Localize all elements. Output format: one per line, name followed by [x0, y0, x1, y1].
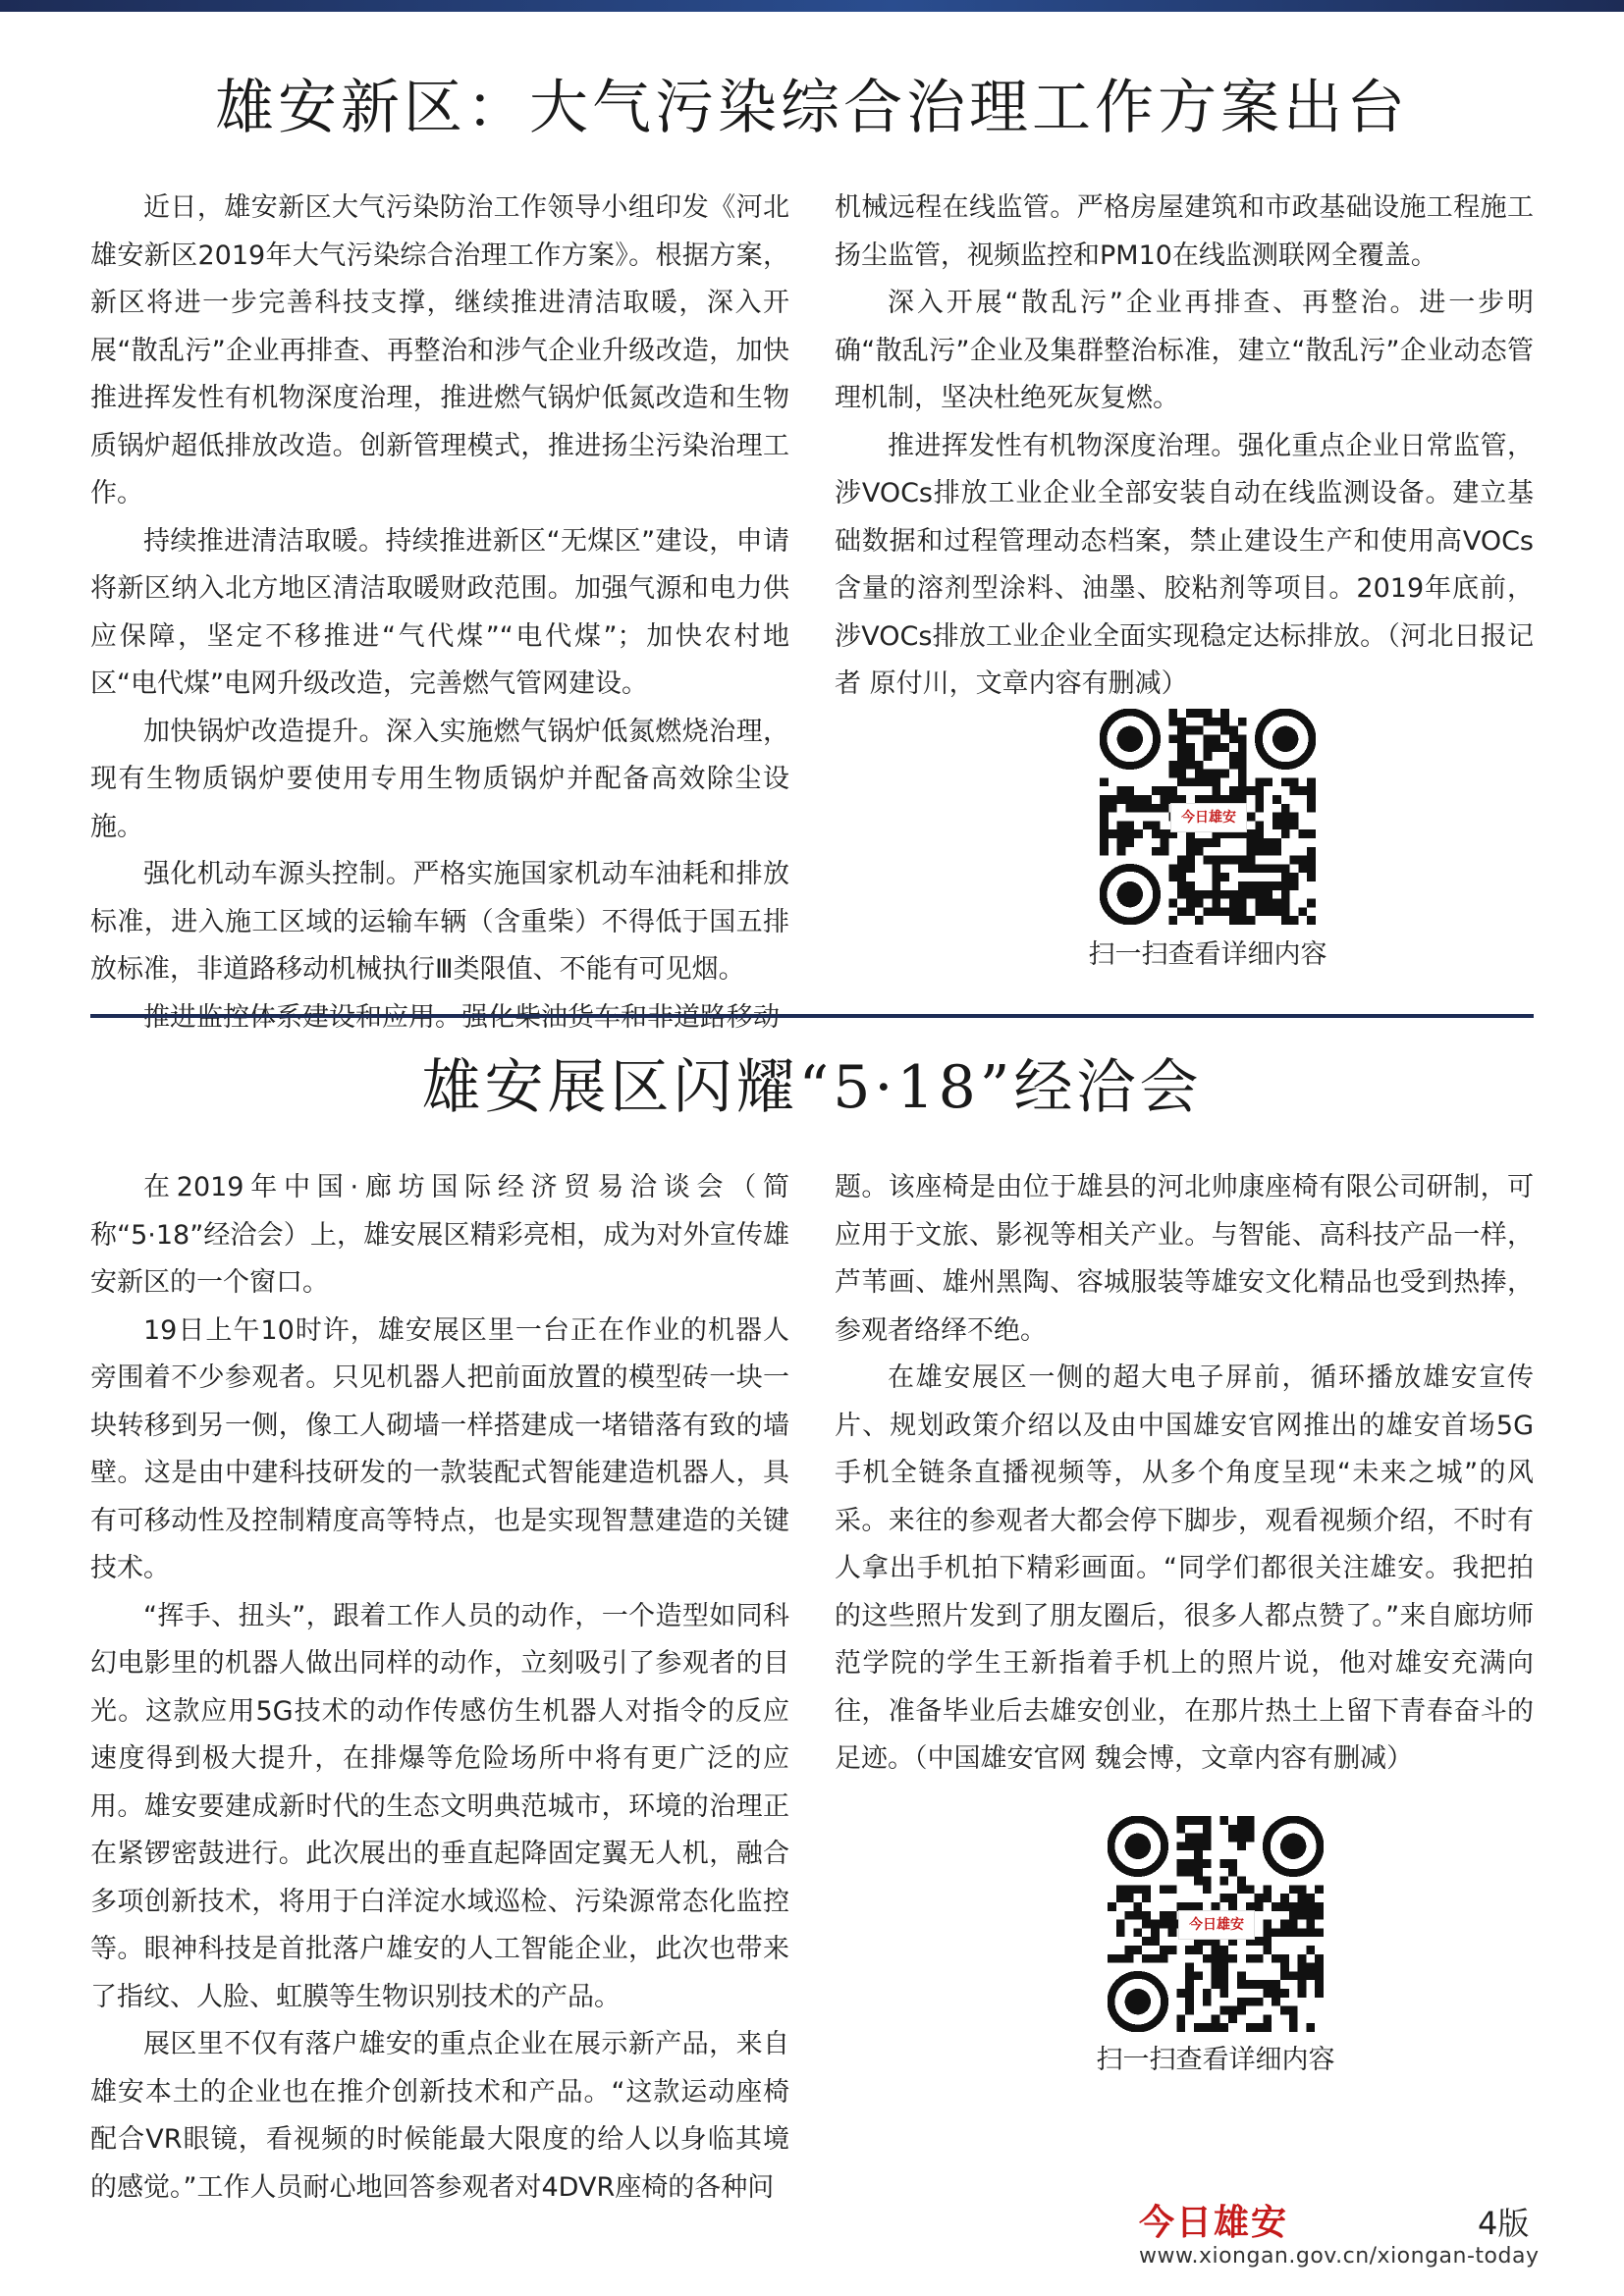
- qr-code-icon[interactable]: [1108, 1816, 1324, 2032]
- top-color-bar: [0, 0, 1624, 12]
- article1-title: 雄安新区：大气污染综合治理工作方案出台: [215, 74, 1409, 142]
- paragraph: 加快锅炉改造提升。深入实施燃气锅炉低氮燃烧治理，现有生物质锅炉要使用专用生物质锅炉并配备高效除尘设施。: [90, 716, 789, 842]
- paragraph: 持续推进清洁取暖。持续推进新区“无煤区”建设，申请将新区纳入北方地区清洁取暖财政范围。加强气源和电力供应保障，坚定不移推进“气代煤”“电代煤”；加快农村地区“电代煤”电网升级改造，完善燃气管网建设。: [90, 525, 789, 699]
- paragraph: 在雄安展区一侧的超大电子屏前，循环播放雄安宣传片、规划政策介绍以及由中国雄安官网推出的雄安首场5G手机全链条直播视频等，从多个角度呈现“未来之城”的风采。来往的参观者大都会停下脚步，观看视频介绍，不时有人拿出手机拍下精彩画面。“同学们都很关注雄安。我把拍的这些照片发到了朋友圈后，很多人都点赞了。”来自廊坊师范学院的学生王新指着手机上的照片说，他对雄安充满向往，准备毕业后去雄安创业，在那片热土上留下青春奋斗的足迹。（中国雄安官网 魏会博，文章内容有删减）: [835, 1362, 1534, 1774]
- paragraph: 近日，雄安新区大气污染防治工作领导小组印发《河北雄安新区2019年大气污染综合治理工作方案》。根据方案，新区将进一步完善科技支撑，继续推进清洁取暖，深入开展“散乱污”企业再排查、再整治和涉气企业升级改造，加快推进挥发性有机物深度治理，推进燃气锅炉低氮改造和生物质锅炉超低排放改造。创新管理模式，推进扬尘污染治理工作。: [90, 192, 789, 508]
- paragraph: 强化机动车源头控制。严格实施国家机动车油耗和排放标准，进入施工区域的运输车辆（含重柴）不得低于国五排放标准，非道路移动机械执行Ⅲ类限值、不能有可见烟。: [90, 859, 789, 985]
- paragraph-continued: 题。该座椅是由位于雄县的河北帅康座椅有限公司研制，可应用于文旅、影视等相关产业。与智能、高科技产品一样，芦苇画、雄州黑陶、容城服装等雄安文化精品也受到热捧，参观者络绎不绝。: [835, 1172, 1534, 1346]
- qr-caption: 扫一扫查看详细内容: [1096, 2045, 1335, 2075]
- qr-logo: 今日雄安: [1170, 803, 1247, 832]
- paragraph: 深入开展“散乱污”企业再排查、再整治。进一步明确“散乱污”企业及集群整治标准，建立“散乱污”企业动态管理机制，坚决杜绝死灰复燃。: [835, 288, 1534, 413]
- paragraph: 推进挥发性有机物深度治理。强化重点企业日常监管，涉VOCs排放工业企业全部安装自动在线监测设备。建立基础数据和过程管理动态档案，禁止建设生产和使用高VOCs含量的溶剂型涂料、油墨、胶粘剂等项目。2019年底前，涉VOCs排放工业企业全面实现稳定达标排放。（河北日报记者 原付川，文章内容有删减）: [835, 430, 1534, 699]
- brand-logo: 今日雄安: [1139, 2202, 1289, 2243]
- article2-right-column: [835, 1164, 1534, 1784]
- article1-left-column: [90, 185, 789, 1041]
- paragraph-continued: 机械远程在线监管。严格房屋建筑和市政基础设施工程施工扬尘监管，视频监控和PM10在线监测联网全覆盖。: [835, 192, 1534, 271]
- paragraph: 19日上午10时许，雄安展区里一台正在作业的机器人旁围着不少参观者。只见机器人把前面放置的模型砖一块一块转移到另一侧，像工人砌墙一样搭建成一堵错落有致的墙壁。这是由中建科技研发的一款装配式智能建造机器人，具有可移动性及控制精度高等特点，也是实现智慧建造的关键技术。: [90, 1314, 789, 1583]
- article1-right-column: [835, 185, 1534, 709]
- page-number: 4版: [1478, 2205, 1530, 2242]
- paragraph: 在2019年中国·廊坊国际经济贸易洽谈会（简称“5·18”经洽会）上，雄安展区精彩亮相，成为对外宣传雄安新区的一个窗口。: [90, 1172, 789, 1298]
- qr-logo: 今日雄安: [1178, 1910, 1255, 1940]
- qr-caption: 扫一扫查看详细内容: [1088, 939, 1327, 970]
- section-divider: [90, 1014, 1534, 1018]
- article2-left-column: [90, 1164, 789, 2212]
- paragraph: “挥手、扭头”，跟着工作人员的动作，一个造型如同科幻电影里的机器人做出同样的动作，立刻吸引了参观者的目光。这款应用5G技术的动作传感仿生机器人对指令的反应速度得到极大提升，在排爆等危险场所中将有更广泛的应用。雄安要建成新时代的生态文明典范城市，环境的治理正在紧锣密鼓进行。此次展出的垂直起降固定翼无人机，融合多项创新技术，将用于白洋淀水域巡检、污染源常态化监控等。眼神科技是首批落户雄安的人工智能企业，此次也带来了指纹、人脸、虹膜等生物识别技术的产品。: [90, 1600, 789, 2012]
- article2-title: 雄安展区闪耀“5·18”经洽会: [421, 1053, 1203, 1122]
- qr-code-icon[interactable]: [1100, 709, 1316, 925]
- footer-url[interactable]: www.xiongan.gov.cn/xiongan-today: [1139, 2244, 1540, 2269]
- paragraph: 展区里不仅有落户雄安的重点企业在展示新产品，来自雄安本土的企业也在推介创新技术和产品。“这款运动座椅配合VR眼镜，看视频的时候能最大限度的给人以身临其境的感觉。”工作人员耐心地回答参观者对4DVR座椅的各种问: [90, 2029, 789, 2203]
